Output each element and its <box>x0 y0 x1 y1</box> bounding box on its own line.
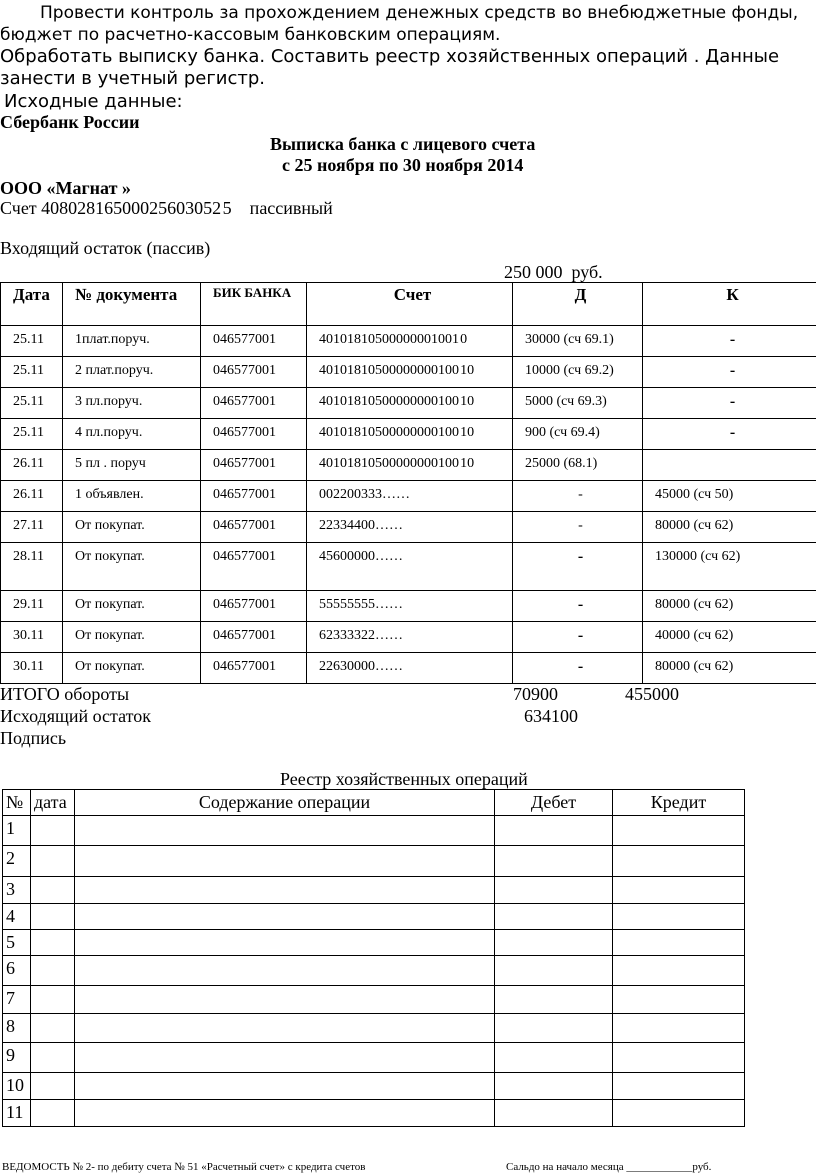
cell-doc-number: 3 пл.поруч. <box>63 388 201 419</box>
totals-debit: 70900 <box>513 684 558 704</box>
task-instruction: Провести контроль за прохождением денежных средств во внебюджетные фонды, бюджет по расчетно-кассовым банковским операциям. <box>0 3 799 45</box>
register-cell-date <box>31 1100 75 1127</box>
table-header-row <box>1 283 816 326</box>
cell-doc-number: 2 плат.поруч. <box>63 357 201 388</box>
cell-credit: 80000 (сч 62) <box>643 591 816 622</box>
register-cell-date <box>31 904 75 930</box>
cell-debit: 30000 (сч 69.1) <box>513 326 643 357</box>
cell-bik: 046577001 <box>201 512 307 543</box>
register-cell-credit <box>613 1014 745 1043</box>
cell-bik: 046577001 <box>201 357 307 388</box>
cell-bik: 046577001 <box>201 326 307 357</box>
register-cell-debit <box>495 1043 613 1073</box>
register-cell-content <box>75 930 495 956</box>
task-description: Обработать выписку банка. Составить реестр хозяйственных операций . Данные занести в учетный регистр. <box>0 46 780 89</box>
cell-credit: - <box>643 419 816 450</box>
cell-bik: 046577001 <box>201 419 307 450</box>
register-cell-debit <box>495 877 613 904</box>
cell-doc-number: От покупат. <box>63 653 201 684</box>
cell-debit: 25000 (68.1) <box>513 450 643 481</box>
table-row <box>1 388 816 419</box>
company-name: ООО «Магнат » <box>0 178 131 198</box>
column-header-date: Дата <box>1 283 63 326</box>
column-header-doc-number: № документа <box>63 283 201 326</box>
register-cell-content <box>75 956 495 986</box>
register-row-number: 6 <box>3 956 31 986</box>
column-header-account: Счет <box>307 283 513 326</box>
cell-account: 45600000…… <box>307 543 513 591</box>
cell-credit: 40000 (сч 62) <box>643 622 816 653</box>
register-row <box>3 846 745 877</box>
register-cell-debit <box>495 986 613 1014</box>
table-row <box>1 326 816 357</box>
register-table <box>2 789 745 1127</box>
register-cell-credit <box>613 930 745 956</box>
table-row <box>1 357 816 388</box>
footer-ledger-title: ВЕДОМОСТЬ № 2- по дебиту счета № 51 «Расчетный счет» с кредита счетов <box>2 1161 366 1173</box>
register-cell-debit <box>495 1073 613 1100</box>
initial-data-label: Исходные данные: <box>4 91 183 112</box>
register-cell-content <box>75 1014 495 1043</box>
table-row <box>1 481 816 512</box>
cell-doc-number: От покупат. <box>63 591 201 622</box>
register-cell-content <box>75 877 495 904</box>
cell-date: 25.11 <box>1 326 63 357</box>
cell-doc-number: 5 пл . поруч <box>63 450 201 481</box>
cell-bik: 046577001 <box>201 653 307 684</box>
cell-date: 30.11 <box>1 653 63 684</box>
statement-period: с 25 ноября по 30 ноября 2014 <box>282 155 524 175</box>
cell-debit: 10000 (сч 69.2) <box>513 357 643 388</box>
cell-credit <box>643 450 816 481</box>
register-cell-date <box>31 1073 75 1100</box>
register-row <box>3 1043 745 1073</box>
cell-account: 40101810500000000100 10 <box>307 357 513 388</box>
register-header-number: № <box>3 790 31 816</box>
register-cell-debit <box>495 956 613 986</box>
cell-doc-number: 4 пл.поруч. <box>63 419 201 450</box>
register-cell-credit <box>613 1043 745 1073</box>
register-row-number: 11 <box>3 1100 31 1127</box>
table-row <box>1 591 816 622</box>
register-cell-credit <box>613 1100 745 1127</box>
closing-balance-label: Исходящий остаток <box>0 706 152 726</box>
column-header-bik: БИК БАНКА <box>201 283 307 326</box>
cell-account: 22630000…… <box>307 653 513 684</box>
cell-account: 22334400…… <box>307 512 513 543</box>
cell-bik: 046577001 <box>201 591 307 622</box>
opening-balance-label: Входящий остаток (пассив) <box>0 238 211 258</box>
cell-bik: 046577001 <box>201 388 307 419</box>
cell-credit: 45000 (сч 50) <box>643 481 816 512</box>
table-row <box>1 450 816 481</box>
cell-date: 27.11 <box>1 512 63 543</box>
cell-date: 25.11 <box>1 357 63 388</box>
register-title: Реестр хозяйственных операций <box>280 769 528 789</box>
register-row-number: 4 <box>3 904 31 930</box>
register-cell-date <box>31 1043 75 1073</box>
cell-debit: 5000 (сч 69.3) <box>513 388 643 419</box>
register-row-number: 7 <box>3 986 31 1014</box>
statement-title: Выписка банка с лицевого счета <box>270 134 536 154</box>
register-cell-debit <box>495 904 613 930</box>
cell-bik: 046577001 <box>201 543 307 591</box>
register-cell-content <box>75 1043 495 1073</box>
cell-debit: 900 (сч 69.4) <box>513 419 643 450</box>
register-header-debit: Дебет <box>495 790 613 816</box>
register-row-number: 5 <box>3 930 31 956</box>
register-cell-date <box>31 816 75 846</box>
table-row <box>1 512 816 543</box>
cell-account: 55555555…… <box>307 591 513 622</box>
register-cell-date <box>31 956 75 986</box>
cell-doc-number: 1 объявлен. <box>63 481 201 512</box>
register-cell-content <box>75 1073 495 1100</box>
register-cell-credit <box>613 816 745 846</box>
opening-balance-amount: 250 000 руб. <box>504 262 603 282</box>
cell-bik: 046577001 <box>201 481 307 512</box>
cell-doc-number: От покупат. <box>63 543 201 591</box>
register-header-credit: Кредит <box>613 790 745 816</box>
cell-date: 25.11 <box>1 419 63 450</box>
cell-doc-number: 1плат.поруч. <box>63 326 201 357</box>
cell-bik: 046577001 <box>201 622 307 653</box>
register-row <box>3 816 745 846</box>
cell-date: 28.11 <box>1 543 63 591</box>
register-cell-credit <box>613 986 745 1014</box>
register-header-date: дата <box>31 790 75 816</box>
register-row-number: 8 <box>3 1014 31 1043</box>
register-row <box>3 930 745 956</box>
register-cell-date <box>31 1014 75 1043</box>
register-row <box>3 877 745 904</box>
register-cell-content <box>75 846 495 877</box>
column-header-credit: К <box>643 283 816 326</box>
register-cell-content <box>75 816 495 846</box>
cell-date: 25.11 <box>1 388 63 419</box>
closing-balance-amount: 634100 <box>524 706 578 726</box>
register-row-number: 3 <box>3 877 31 904</box>
register-cell-debit <box>495 930 613 956</box>
bank-statement-table <box>0 282 816 684</box>
cell-credit: 130000 (сч 62) <box>643 543 816 591</box>
table-row <box>1 653 816 684</box>
register-row <box>3 1014 745 1043</box>
cell-credit: 80000 (сч 62) <box>643 653 816 684</box>
register-cell-date <box>31 846 75 877</box>
cell-debit: - <box>513 622 643 653</box>
account-info: Счет 40802816500025603052 5 пассивный <box>0 198 333 218</box>
table-row <box>1 622 816 653</box>
register-cell-date <box>31 930 75 956</box>
register-cell-content <box>75 1100 495 1127</box>
cell-bik: 046577001 <box>201 450 307 481</box>
cell-credit: - <box>643 326 816 357</box>
cell-date: 30.11 <box>1 622 63 653</box>
register-row <box>3 956 745 986</box>
cell-account: 40101810500000000100 10 <box>307 388 513 419</box>
cell-account: 40101810500000000100 10 <box>307 419 513 450</box>
register-row <box>3 1100 745 1127</box>
cell-credit: - <box>643 388 816 419</box>
table-row <box>1 419 816 450</box>
register-cell-content <box>75 986 495 1014</box>
register-cell-debit <box>495 846 613 877</box>
register-cell-debit <box>495 1100 613 1127</box>
totals-label: ИТОГО обороты <box>0 684 130 704</box>
cell-date: 26.11 <box>1 450 63 481</box>
register-row-number: 1 <box>3 816 31 846</box>
register-row-number: 9 <box>3 1043 31 1073</box>
register-cell-debit <box>495 816 613 846</box>
register-cell-credit <box>613 956 745 986</box>
cell-debit: - <box>513 543 643 591</box>
cell-debit: - <box>513 591 643 622</box>
register-cell-credit <box>613 846 745 877</box>
cell-debit: - <box>513 481 643 512</box>
cell-debit: - <box>513 512 643 543</box>
register-row <box>3 1073 745 1100</box>
bank-name: Сбербанк России <box>0 112 140 132</box>
register-cell-credit <box>613 904 745 930</box>
cell-account: 40101810500000000100 10 <box>307 450 513 481</box>
cell-account: 002200333…… <box>307 481 513 512</box>
cell-debit: - <box>513 653 643 684</box>
signature-label: Подпись <box>0 728 67 748</box>
register-cell-debit <box>495 1014 613 1043</box>
register-cell-content <box>75 904 495 930</box>
cell-credit: 80000 (сч 62) <box>643 512 816 543</box>
register-cell-date <box>31 877 75 904</box>
register-header-content: Содержание операции <box>75 790 495 816</box>
register-cell-date <box>31 986 75 1014</box>
column-header-debit: Д <box>513 283 643 326</box>
cell-credit: - <box>643 357 816 388</box>
cell-doc-number: От покупат. <box>63 512 201 543</box>
register-row-number: 2 <box>3 846 31 877</box>
cell-doc-number: От покупат. <box>63 622 201 653</box>
footer-opening-balance: Сальдо на начало месяца ____________руб. <box>506 1161 712 1173</box>
cell-date: 29.11 <box>1 591 63 622</box>
register-header-row <box>3 790 745 816</box>
register-cell-credit <box>613 1073 745 1100</box>
totals-credit: 455000 <box>625 684 679 704</box>
register-cell-credit <box>613 877 745 904</box>
table-row <box>1 543 816 591</box>
register-row <box>3 986 745 1014</box>
cell-account: 40101810500000001001 0 <box>307 326 513 357</box>
register-row <box>3 904 745 930</box>
cell-date: 26.11 <box>1 481 63 512</box>
cell-account: 62333322…… <box>307 622 513 653</box>
register-row-number: 10 <box>3 1073 31 1100</box>
